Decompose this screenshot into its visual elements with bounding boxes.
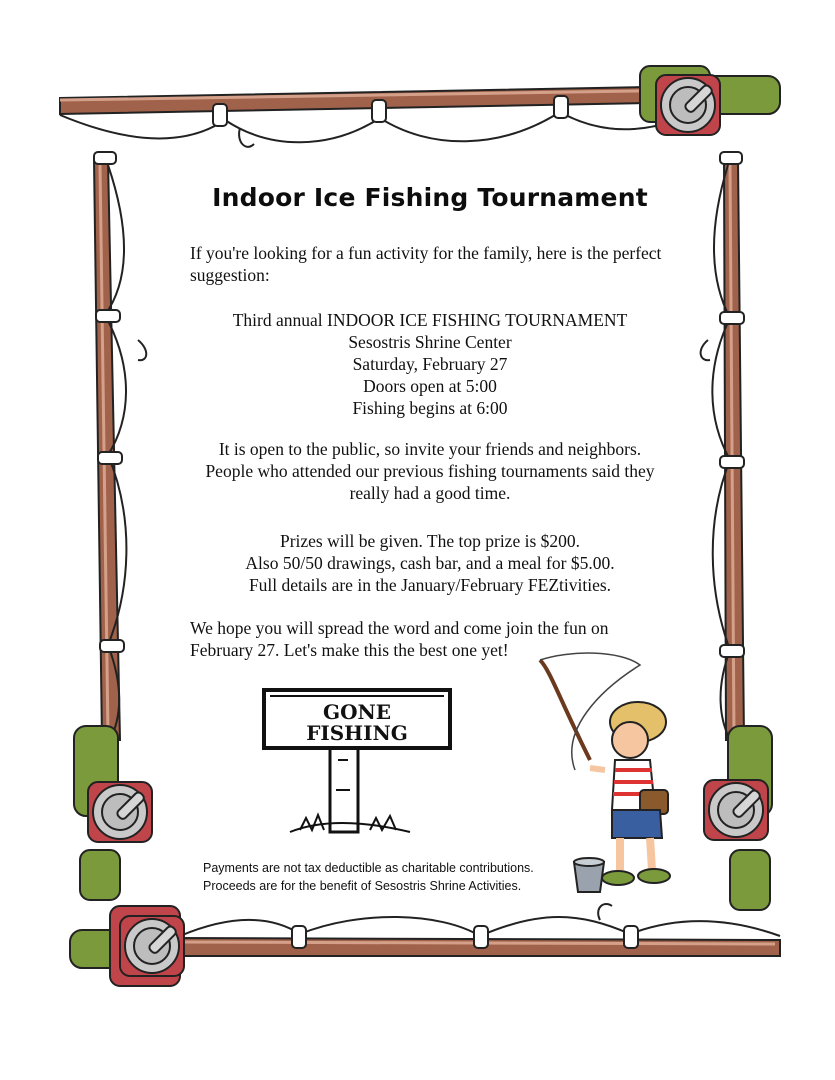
boy-fishing-illustration bbox=[540, 653, 670, 892]
sign-line-2: FISHING bbox=[306, 721, 408, 745]
payments-line: Payments are not tax deductible as charitable contributions. bbox=[203, 861, 534, 875]
intro-line: suggestion: bbox=[190, 265, 270, 285]
prizes-line: Also 50/50 drawings, cash bar, and a meal for $5.00. bbox=[245, 553, 615, 573]
right-rod bbox=[701, 152, 772, 910]
public-line: People who attended our previous fishing tournaments said they bbox=[205, 461, 655, 481]
page-title: Indoor Ice Fishing Tournament bbox=[212, 183, 648, 212]
top-rod bbox=[60, 66, 780, 147]
closing-line: We hope you will spread the word and come join the fun on bbox=[190, 618, 609, 638]
event-fishing-start: Fishing begins at 6:00 bbox=[352, 398, 508, 418]
event-details bbox=[190, 309, 670, 419]
left-rod bbox=[74, 152, 152, 900]
intro-line: If you're looking for a fun activity for the family, here is the perfect bbox=[190, 243, 662, 263]
bottom-rod bbox=[70, 904, 780, 986]
public-line: really had a good time. bbox=[349, 483, 511, 503]
public-line: It is open to the public, so invite your friends and neighbors. bbox=[218, 439, 642, 459]
public-paragraph bbox=[190, 438, 670, 504]
closing-line: February 27. Let's make this the best one yet! bbox=[190, 640, 509, 660]
closing-paragraph bbox=[190, 617, 650, 661]
prizes-line: Prizes will be given. The top prize is $200. bbox=[279, 531, 581, 551]
payments-line: Proceeds are for the benefit of Sesostris Shrine Activities. bbox=[203, 879, 522, 893]
event-doors: Doors open at 5:00 bbox=[363, 376, 497, 396]
prizes-paragraph bbox=[190, 530, 670, 596]
event-name: Third annual INDOOR ICE FISHING TOURNAMENT bbox=[232, 310, 628, 330]
event-venue: Sesostris Shrine Center bbox=[348, 332, 512, 352]
sign-line-1: GONE bbox=[322, 700, 392, 724]
gone-fishing-sign-illustration bbox=[264, 690, 450, 832]
prizes-line: Full details are in the January/February FEZtivities. bbox=[248, 575, 612, 595]
event-date: Saturday, February 27 bbox=[352, 354, 508, 374]
payments-note bbox=[203, 859, 583, 895]
intro-paragraph bbox=[190, 242, 670, 286]
